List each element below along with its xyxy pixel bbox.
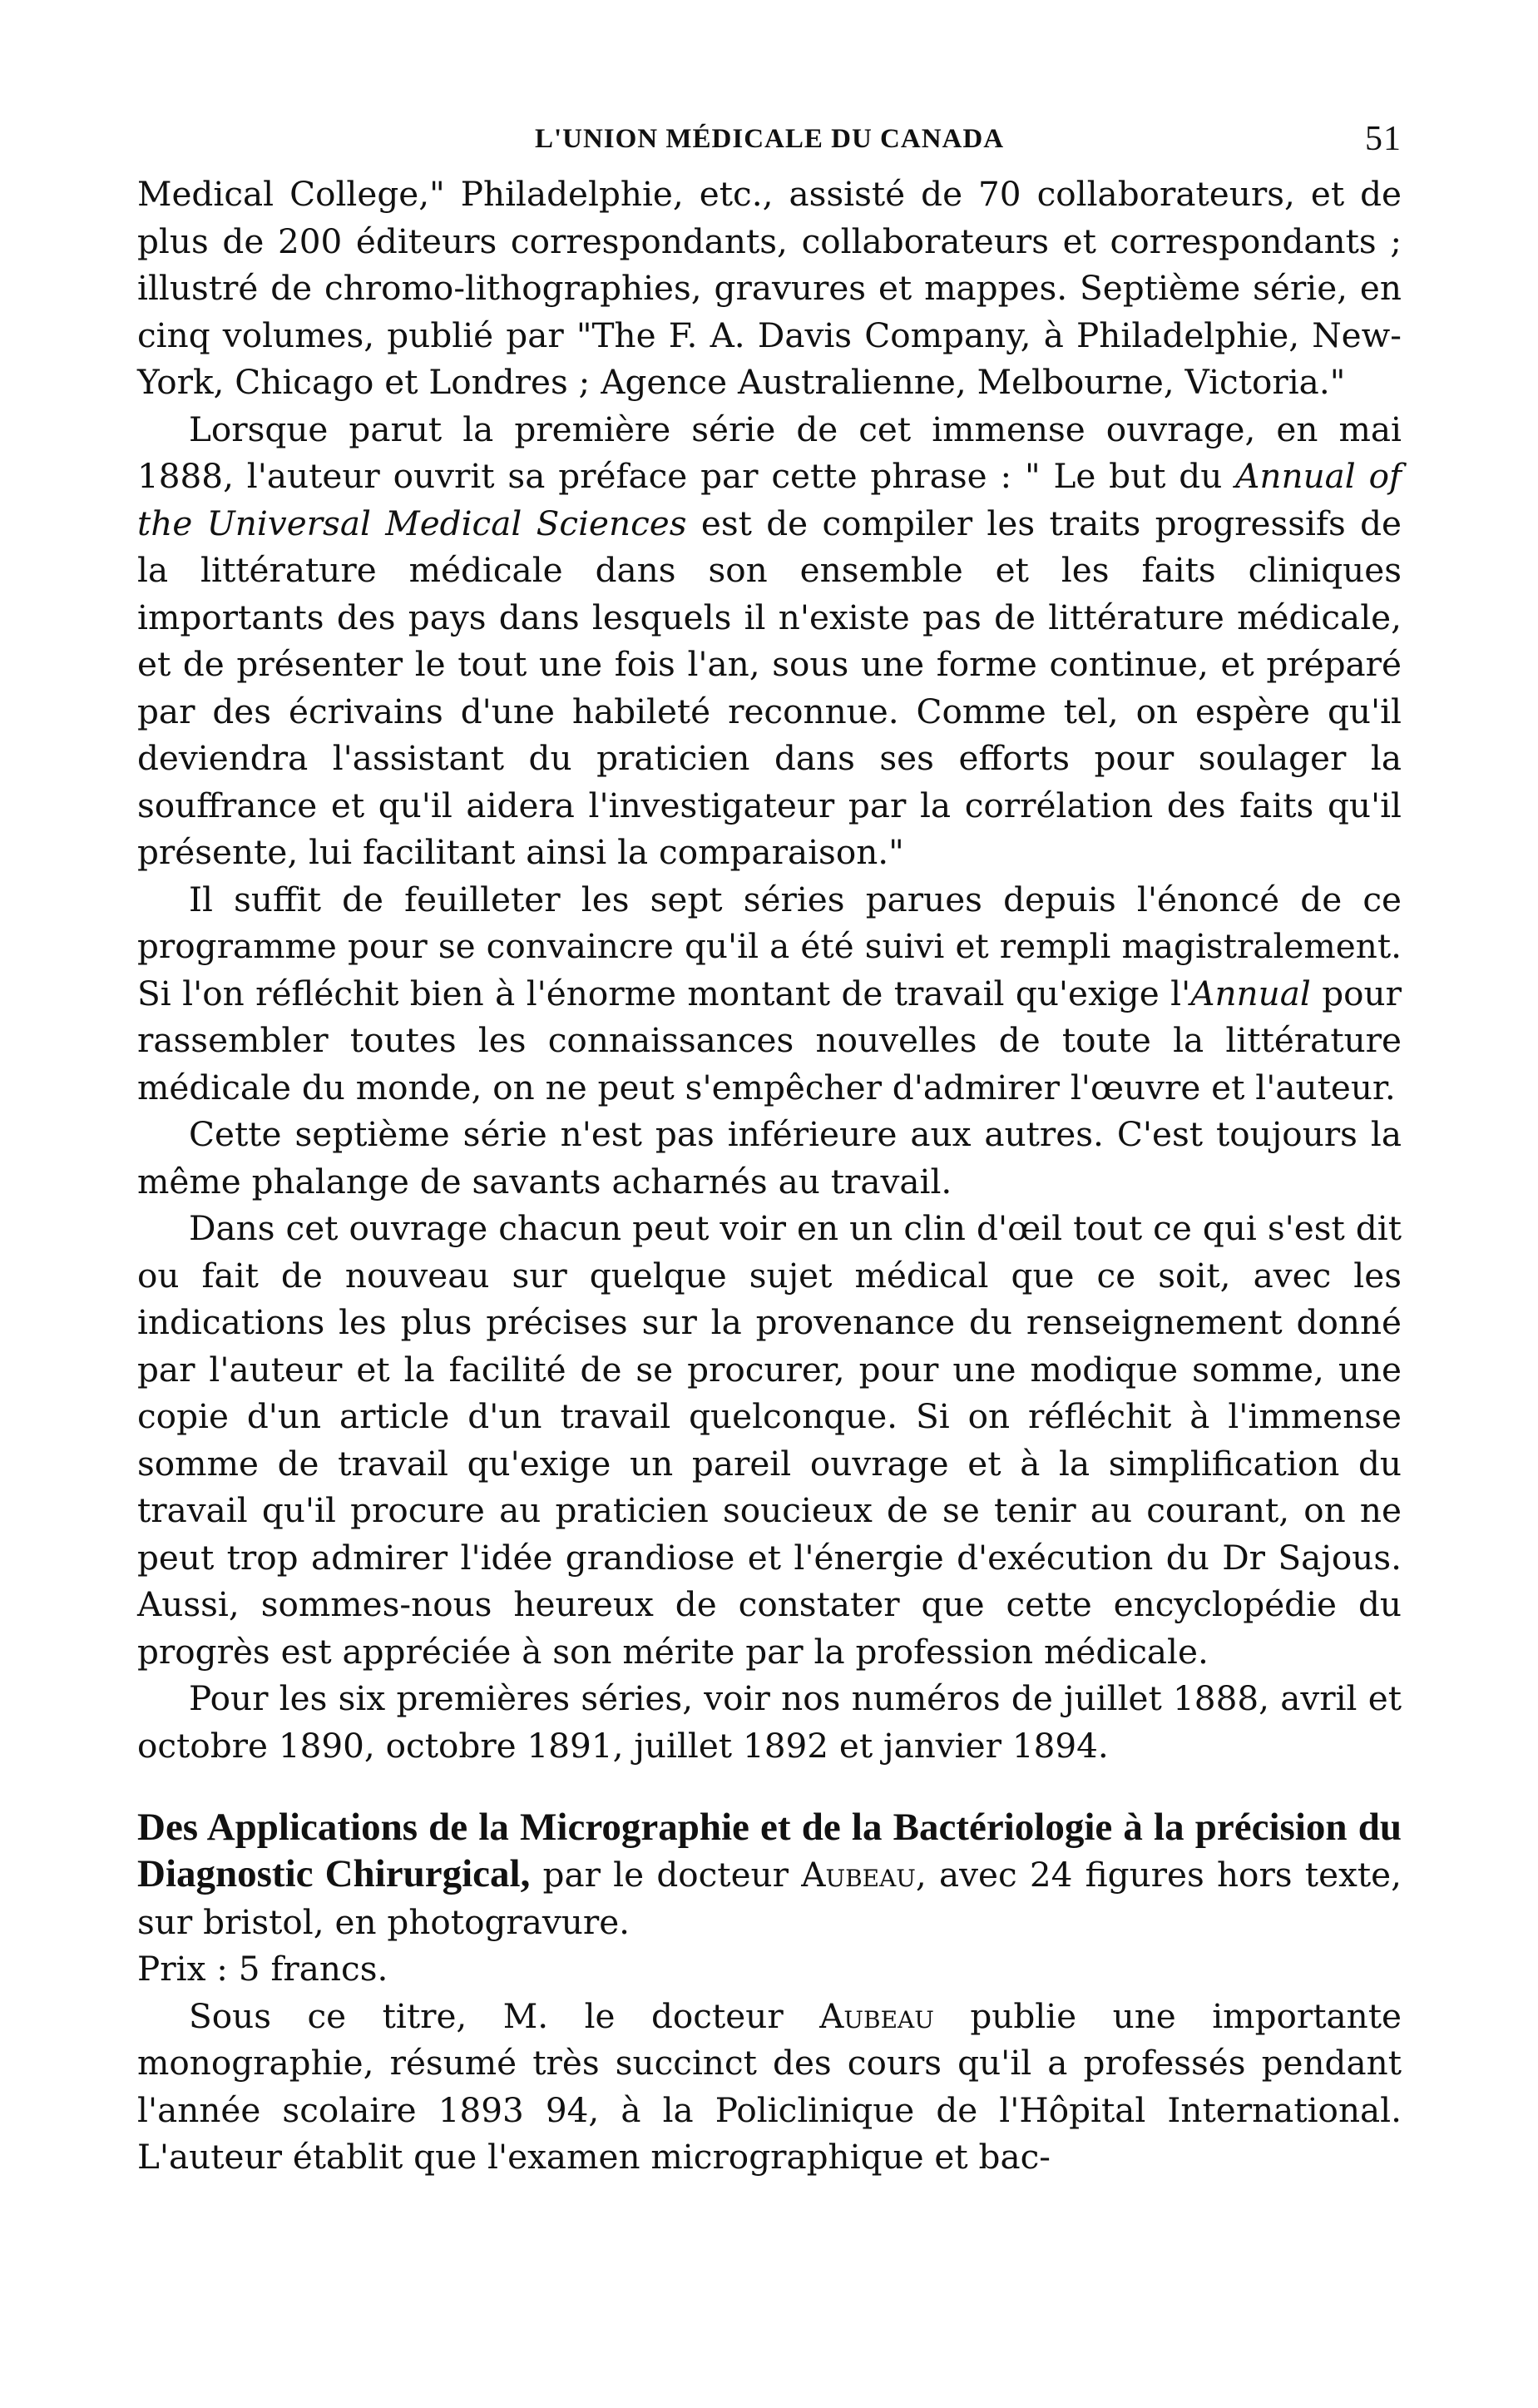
- paragraph-2-italic-title: Annual of the Universal Medical Sciences: [137, 456, 1402, 543]
- section-author: Aubeau: [801, 1855, 916, 1895]
- section-price: Prix : 5 francs.: [137, 1949, 388, 1989]
- paragraph-2-text-b: est de compiler les traits progressifs de la littérature médicale dans son ensemble et les faits cliniques importants des pays dans lesquels il n'existe pas de littérature médicale, et de présenter le tout une fois l'an, sous une forme continue, et préparé par des écrivains d'une habileté reconnue. Comme tel, on espère qu'il deviendra l'assistant du praticien dans ses efforts pour soulager la souffrance et qu'il aidera l'investigateur par la corrélation des faits qu'il présente, lui facilitant ainsi la comparaison.": [137, 503, 1402, 872]
- paragraph-1: Medical College," Philadelphie, etc., assisté de 70 collaborateurs, et de plus de 200 éditeurs correspondants, collaborateurs et correspondants ; illustré de chromo-lithographies, gravures et mappes. Septième série, en cinq volumes, publié par "The F. A. Davis Company, à Philadelphie, New-York, Chicago et Londres ; Agence Australienne, Melbourne, Victoria.": [137, 174, 1402, 402]
- page-number: 51: [1365, 120, 1402, 158]
- section-title: Des Applications de la Micrographie et de la Bactériologie à la précision du Diagnostic Chirurgical,: [137, 1806, 1402, 1895]
- paragraph-3: [137, 876, 1402, 1112]
- paragraph-3-text-a: Il suffit de feuilleter les sept séries parues depuis l'énoncé de ce programme pour se convaincre qu'il a été suivi et rempli magistralement. Si l'on réfléchit bien à l'énorme montant de travail qu'exige l': [137, 879, 1402, 1013]
- paragraph-5: Dans cet ouvrage chacun peut voir en un clin d'œil tout ce qui s'est dit ou fait de nouveau sur quelque sujet médical que ce soit, avec les indications les plus précises sur la provenance du renseignement donné par l'auteur et la facilité de se procurer, pour une modique somme, une copie d'un article d'un travail quelconque. Si on réfléchit à l'immense somme de travail qu'exige un pareil ouvrage et à la simplification du travail qu'il procure au praticien soucieux de se tenir au courant, on ne peut trop admirer l'idée grandiose et l'énergie d'exécution du Dr Sajous. Aussi, sommes-nous heureux de constater que cette encyclopédie du progrès est appréciée à son mérite par la profession médicale.: [137, 1208, 1402, 1672]
- section-title-rest-b: , avec 24 figures hors texte, sur bristol, en photogravure.: [137, 1855, 1402, 1942]
- paragraph-3-italic-title: Annual: [1190, 973, 1311, 1013]
- section-paragraph-1: [137, 1993, 1402, 2181]
- running-head-title: L'UNION MÉDICALE DU CANADA: [534, 124, 1005, 154]
- page: [137, 112, 1402, 2181]
- section-paragraph-1-text-b: publie une importante monographie, résumé très succinct des cours qu'il a professés pendant l'année scolaire 1893 94, à la Policlinique de l'Hôpital International. L'auteur établit que l'examen micrographique et bac-: [137, 1995, 1402, 2177]
- section-title-rest-a: par le docteur: [530, 1855, 802, 1895]
- section-heading: [137, 1804, 1402, 1945]
- article-body: [137, 171, 1402, 1769]
- running-head: [137, 112, 1402, 171]
- paragraph-3-text-b: pour rassembler toutes les connaissances nouvelles de toute la littérature médicale du monde, on ne peut s'empêcher d'admirer l'œuvre et l'auteur.: [137, 973, 1402, 1107]
- section-body: [137, 1993, 1402, 2181]
- paragraph-4: Cette septième série n'est pas inférieure aux autres. C'est toujours la même phalange de savants acharnés au travail.: [137, 1114, 1402, 1202]
- paragraph-2: [137, 406, 1402, 876]
- paragraph-6: Pour les six premières séries, voir nos numéros de juillet 1888, avril et octobre 1890, octobre 1891, juillet 1892 et janvier 1894.: [137, 1678, 1402, 1766]
- section-paragraph-1-author: Aubeau: [819, 1995, 934, 2036]
- section-paragraph-1-text-a: Sous ce titre, M. le docteur: [189, 1995, 820, 2036]
- paragraph-2-text-a: Lorsque parut la première série de cet immense ouvrage, en mai 1888, l'auteur ouvrit sa préface par cette phrase : " Le but du: [137, 409, 1402, 496]
